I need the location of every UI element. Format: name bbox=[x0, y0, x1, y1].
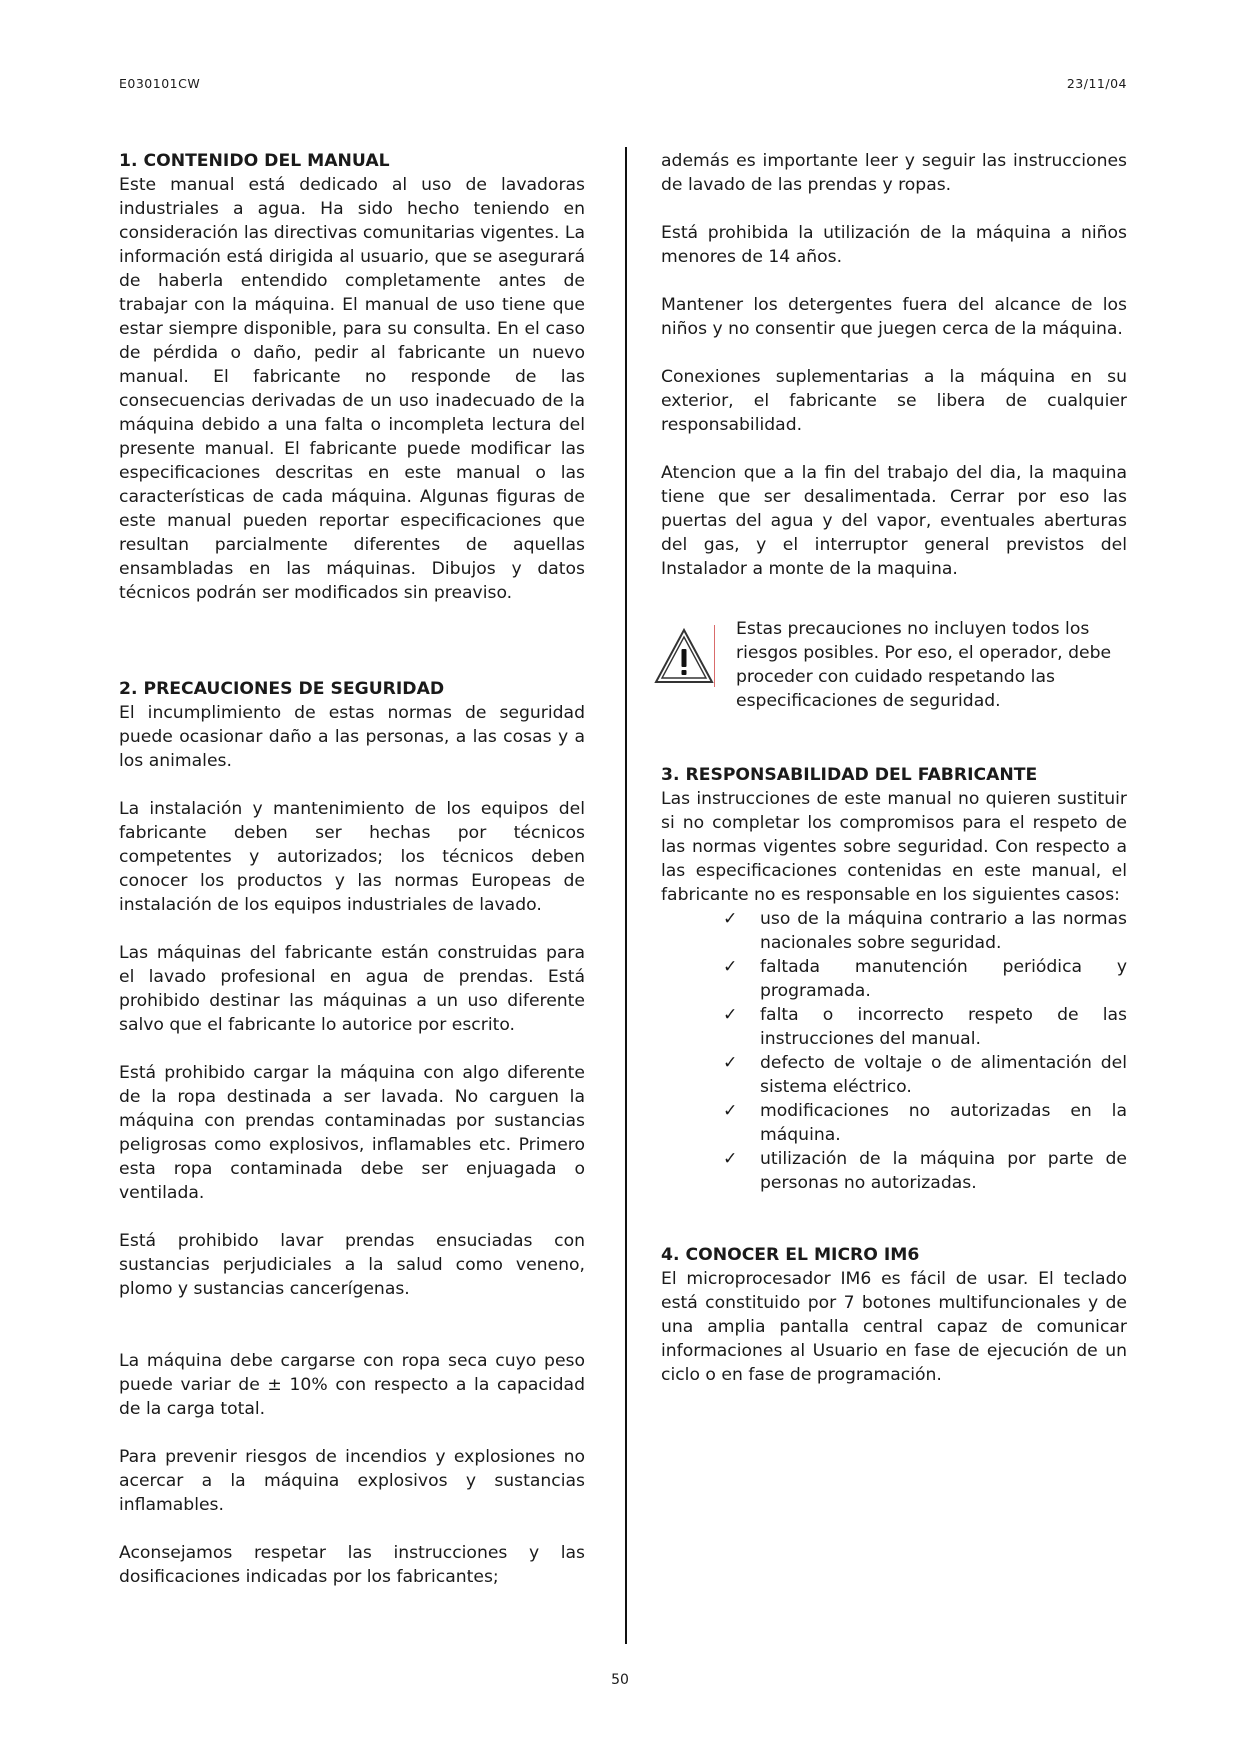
section-4-title: 4. CONOCER EL MICRO IM6 bbox=[661, 1245, 920, 1265]
caution-separator bbox=[714, 625, 715, 687]
responsibility-list bbox=[661, 907, 1127, 1195]
section-1-text: Este manual está dedicado al uso de lavadoras industriales a agua. Ha sido hecho teniendo en consideración las directivas comunitarias vigentes. La información está dirigida al usuario, que se asegurará de haberla entendido completamente antes de trabajar con la máquina. El manual de uso tiene que estar siempre disponible, para su consulta. En el caso de pérdida o daño, pedir al fabricante un nuevo manual. El fabricante no responde de las consecuencias derivadas de un uso inadecuado de la máquina debido a una falta o incompleta lectura del presente manual. El fabricante puede modificar las especificaciones descritas en este manual o las características de cada máquina. Algunas figuras de este manual pueden reportar especificaciones que resultan parcialmente diferentes de aquellas ensambladas en las máquinas. Dibujos y datos técnicos podrán ser modificados sin preaviso. bbox=[119, 175, 585, 603]
section-2-paragraph: Está prohibido lavar prendas ensuciadas con sustancias perjudiciales a la salud como veneno, plomo y sustancias cancerígenas. bbox=[119, 1231, 585, 1299]
right-column bbox=[661, 149, 1127, 1387]
list-item: ✓ defecto de voltaje o de alimentación del sistema eléctrico. bbox=[723, 1053, 1127, 1097]
list-item: ✓ falta o incorrecto respeto de las instrucciones del manual. bbox=[723, 1005, 1127, 1049]
section-3-text: Las instrucciones de este manual no quieren sustituir si no completar los compromisos para el respeto de las normas vigentes sobre seguridad. Con respecto a las especificaciones contenidas en este manual, el fabricante no es responsable en los siguientes casos: bbox=[661, 789, 1127, 905]
section-2-title: 2. PRECAUCIONES DE SEGURIDAD bbox=[119, 679, 445, 699]
page-number: 50 bbox=[611, 1672, 629, 1688]
checkmark-icon: ✓ bbox=[723, 957, 738, 977]
section-3-title: 3. RESPONSABILIDAD DEL FABRICANTE bbox=[661, 765, 1038, 785]
section-2-paragraph: La máquina debe cargarse con ropa seca cuyo peso puede variar de ± 10% con respecto a la capacidad de la carga total. bbox=[119, 1351, 585, 1419]
document-code: E030101CW bbox=[119, 76, 201, 91]
safety-paragraph: Atencion que a la fin del trabajo del dia, la maquina tiene que ser desalimentada. Cerrar por eso las puertas del agua y del vapor, eventuales aberturas del gas, y el interruptor general previstos del Instalador a monte de la maquina. bbox=[661, 463, 1127, 579]
list-item: ✓ faltada manutención periódica y programada. bbox=[723, 957, 1127, 1001]
section-4-text: El microprocesador IM6 es fácil de usar. El teclado está constituido por 7 botones multifuncionales y de una amplia pantalla central capaz de comunicar informaciones al Usuario en fase de ejecución de un ciclo o en fase de programación. bbox=[661, 1269, 1127, 1385]
section-2-paragraph: Está prohibido cargar la máquina con algo diferente de la ropa destinada a ser lavada. No carguen la máquina con prendas contaminadas por sustancias peligrosas como explosivos, inflamables etc. Primero esta ropa contaminada debe ser enjuagada o ventilada. bbox=[119, 1063, 585, 1203]
section-2-paragraph: El incumplimiento de estas normas de seguridad puede ocasionar daño a las personas, a las cosas y a los animales. bbox=[119, 703, 585, 771]
checkmark-icon: ✓ bbox=[723, 1005, 738, 1025]
section-2-paragraph: La instalación y mantenimiento de los equipos del fabricante deben ser hechas por técnicos competentes y autorizados; los técnicos deben conocer los productos y las normas Europeas de instalación de los equipos industriales de lavado. bbox=[119, 799, 585, 915]
caution-notice bbox=[661, 617, 1127, 715]
checkmark-icon: ✓ bbox=[723, 1101, 738, 1121]
left-column bbox=[119, 149, 585, 1589]
caution-text: Estas precauciones no incluyen todos los riesgos posibles. Por eso, el operador, debe proceder con cuidado respetando las especificaciones de seguridad. bbox=[736, 619, 1112, 711]
column-divider bbox=[625, 147, 627, 1644]
checkmark-icon: ✓ bbox=[723, 1149, 738, 1169]
safety-paragraph: Conexiones suplementarias a la máquina en su exterior, el fabricante se libera de cualquier responsabilidad. bbox=[661, 367, 1127, 435]
section-2-paragraph: Las máquinas del fabricante están construidas para el lavado profesional en agua de prendas. Está prohibido destinar las máquinas a un uso diferente salvo que el fabricante lo autorice por escrito. bbox=[119, 943, 585, 1035]
section-1-title: 1. CONTENIDO DEL MANUAL bbox=[119, 151, 390, 171]
list-item: ✓ utilización de la máquina por parte de personas no autorizadas. bbox=[723, 1149, 1127, 1193]
warning-triangle-icon bbox=[653, 627, 715, 687]
checkmark-icon: ✓ bbox=[723, 1053, 738, 1073]
safety-paragraph: Mantener los detergentes fuera del alcance de los niños y no consentir que juegen cerca de la máquina. bbox=[661, 295, 1127, 339]
section-2-paragraph: Para prevenir riesgos de incendios y explosiones no acercar a la máquina explosivos y sustancias inflamables. bbox=[119, 1447, 585, 1515]
safety-paragraph: Está prohibida la utilización de la máquina a niños menores de 14 años. bbox=[661, 223, 1127, 267]
safety-paragraph: además es importante leer y seguir las instrucciones de lavado de las prendas y ropas. bbox=[661, 151, 1127, 195]
document-date: 23/11/04 bbox=[1066, 76, 1127, 91]
checkmark-icon: ✓ bbox=[723, 909, 738, 929]
list-item: ✓ modificaciones no autorizadas en la máquina. bbox=[723, 1101, 1127, 1145]
section-2-paragraph: Aconsejamos respetar las instrucciones y las dosificaciones indicadas por los fabricantes; bbox=[119, 1543, 585, 1587]
list-item: ✓ uso de la máquina contrario a las normas nacionales sobre seguridad. bbox=[723, 909, 1127, 953]
